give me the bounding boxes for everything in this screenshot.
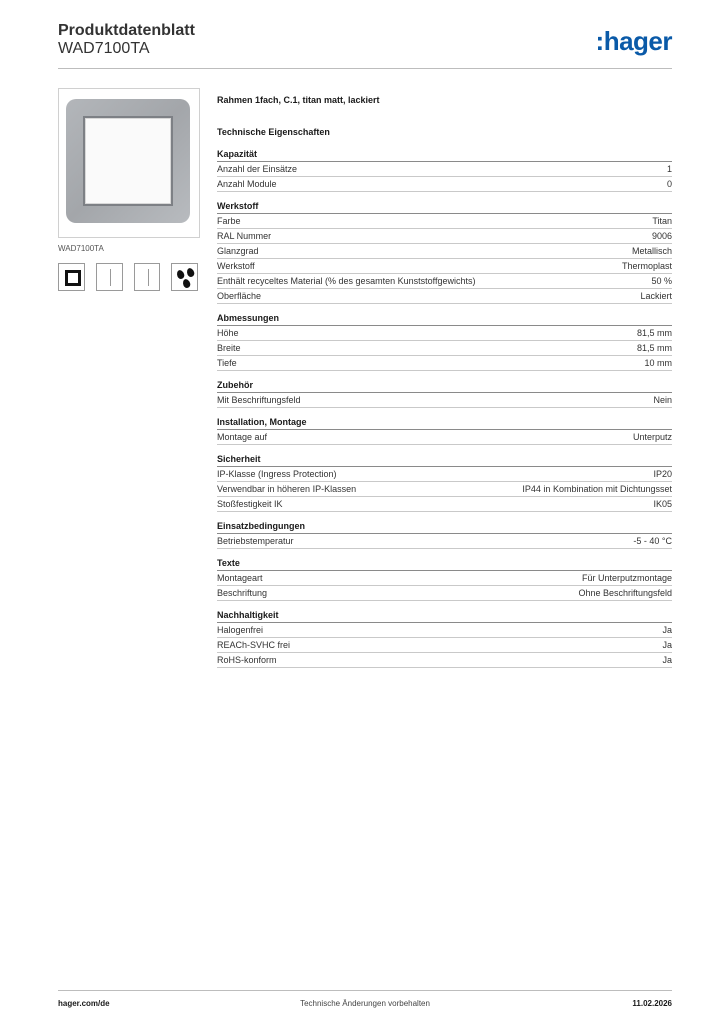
- spec-label: Beschriftung: [217, 588, 268, 598]
- spec-value: -5 - 40 °C: [633, 536, 672, 546]
- spec-sections: [217, 148, 672, 668]
- spec-row: [217, 177, 672, 192]
- spec-label: Oberfläche: [217, 291, 262, 301]
- spec-section: [217, 557, 672, 601]
- spec-row: [217, 162, 672, 177]
- spec-value: 50 %: [651, 276, 672, 286]
- product-panel: [58, 88, 198, 291]
- document-title: Produktdatenblatt: [58, 22, 195, 39]
- spec-label: Werkstoff: [217, 261, 255, 271]
- section-title: Nachhaltigkeit: [217, 609, 672, 623]
- spec-label: Enthält recyceltes Material (% des gesamten Kunststoffgewichts): [217, 276, 476, 286]
- footer-website: hager.com/de: [58, 999, 110, 1008]
- water-drops-icon: [171, 263, 198, 291]
- section-title: Sicherheit: [217, 453, 672, 467]
- frame-square-icon: [58, 263, 85, 291]
- spec-section: [217, 200, 672, 304]
- hager-logo: :hager: [595, 26, 672, 56]
- spec-label: Anzahl Module: [217, 179, 277, 189]
- spec-value: 0: [666, 179, 672, 189]
- spec-section: [217, 148, 672, 192]
- spec-row: [217, 623, 672, 638]
- specs-heading: Technische Eigenschaften: [217, 127, 330, 137]
- spec-row: [217, 497, 672, 512]
- section-title: Kapazität: [217, 148, 672, 162]
- spec-value: IP44 in Kombination mit Dichtungsset: [522, 484, 672, 494]
- spec-row: [217, 653, 672, 668]
- spec-value: Metallisch: [631, 246, 672, 256]
- spec-row: [217, 289, 672, 304]
- spec-row: [217, 482, 672, 497]
- spec-value: 9006: [651, 231, 672, 241]
- spec-section: [217, 453, 672, 512]
- spec-value: Unterputz: [632, 432, 672, 442]
- feature-icons: [58, 263, 198, 291]
- spec-value: Lackiert: [640, 291, 672, 301]
- product-image: [58, 88, 200, 238]
- spec-value: Titan: [652, 216, 672, 226]
- spec-section: [217, 379, 672, 408]
- section-title: Texte: [217, 557, 672, 571]
- spec-label: Breite: [217, 343, 241, 353]
- product-description: Rahmen 1fach, C.1, titan matt, lackiert: [217, 95, 380, 105]
- section-title: Zubehör: [217, 379, 672, 393]
- page-header: [58, 20, 672, 69]
- spec-label: Betriebstemperatur: [217, 536, 294, 546]
- image-caption: WAD7100TA: [58, 244, 104, 253]
- spec-row: [217, 467, 672, 482]
- spec-row: [217, 571, 672, 586]
- spec-label: Tiefe: [217, 358, 237, 368]
- spec-value: IP20: [653, 469, 672, 479]
- spec-section: [217, 609, 672, 668]
- spec-label: RAL Nummer: [217, 231, 272, 241]
- spec-value: Nein: [653, 395, 672, 405]
- line-icon: [96, 263, 123, 291]
- spec-value: 81,5 mm: [636, 328, 672, 338]
- spec-label: IP-Klasse (Ingress Protection): [217, 469, 337, 479]
- spec-label: Glanzgrad: [217, 246, 259, 256]
- spec-value: Ja: [662, 655, 672, 665]
- spec-value: IK05: [653, 499, 672, 509]
- section-title: Einsatzbedingungen: [217, 520, 672, 534]
- spec-section: [217, 416, 672, 445]
- spec-label: Höhe: [217, 328, 239, 338]
- spec-row: [217, 393, 672, 408]
- spec-value: Ja: [662, 640, 672, 650]
- spec-label: Montageart: [217, 573, 263, 583]
- section-title: Abmessungen: [217, 312, 672, 326]
- spec-row: [217, 430, 672, 445]
- spec-row: [217, 214, 672, 229]
- frame-picture: [66, 99, 190, 223]
- spec-row: [217, 356, 672, 371]
- spec-value: Für Unterputzmontage: [581, 573, 672, 583]
- spec-row: [217, 259, 672, 274]
- spec-value: Ja: [662, 625, 672, 635]
- spec-label: RoHS-konform: [217, 655, 277, 665]
- spec-value: 10 mm: [644, 358, 672, 368]
- spec-row: [217, 638, 672, 653]
- document-subtitle: WAD7100TA: [58, 40, 150, 57]
- spec-section: [217, 312, 672, 371]
- spec-row: [217, 244, 672, 259]
- section-title: Installation, Montage: [217, 416, 672, 430]
- spec-label: Anzahl der Einsätze: [217, 164, 298, 174]
- spec-label: Montage auf: [217, 432, 268, 442]
- spec-row: [217, 341, 672, 356]
- specifications: [217, 95, 672, 676]
- spec-label: Halogenfrei: [217, 625, 264, 635]
- spec-label: Verwendbar in höheren IP-Klassen: [217, 484, 357, 494]
- spec-label: Mit Beschriftungsfeld: [217, 395, 301, 405]
- spec-label: REACh-SVHC frei: [217, 640, 291, 650]
- spec-label: Stoßfestigkeit IK: [217, 499, 283, 509]
- spec-value: Thermoplast: [621, 261, 672, 271]
- spec-section: [217, 520, 672, 549]
- spec-row: [217, 586, 672, 601]
- spec-row: [217, 326, 672, 341]
- spec-value: 1: [666, 164, 672, 174]
- spec-row: [217, 534, 672, 549]
- footer-date: 11.02.2026: [632, 999, 672, 1008]
- line-icon: [134, 263, 161, 291]
- spec-row: [217, 229, 672, 244]
- section-title: Werkstoff: [217, 200, 672, 214]
- spec-value: 81,5 mm: [636, 343, 672, 353]
- spec-value: Ohne Beschriftungsfeld: [578, 588, 672, 598]
- page-footer: [58, 990, 672, 1011]
- spec-label: Farbe: [217, 216, 241, 226]
- spec-row: [217, 274, 672, 289]
- footer-disclaimer: Technische Änderungen vorbehalten: [300, 999, 430, 1008]
